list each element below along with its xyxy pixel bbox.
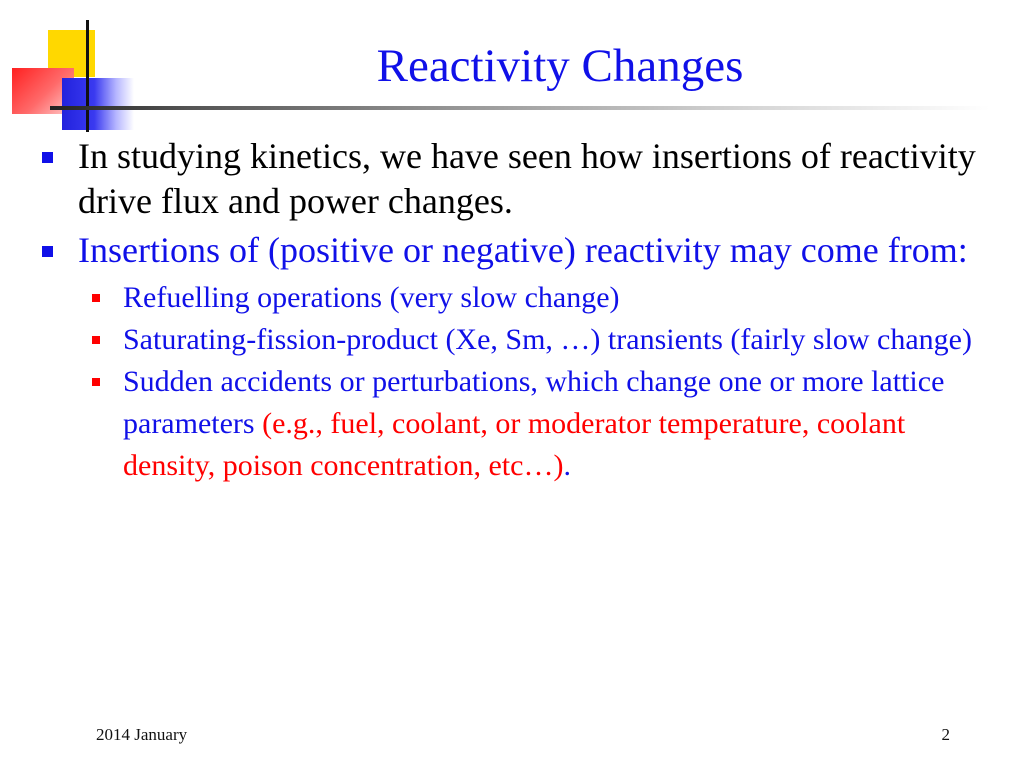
bullet-text: In studying kinetics, we have seen how insertions of reactivity drive flux and power changes. [78, 136, 976, 221]
slide-content [40, 134, 990, 487]
sub-bullet-text: Sudden accidents or perturbations, which change one or more lattice parameters [123, 365, 945, 440]
sub-bullet-suffix: . [563, 449, 571, 482]
slide-page-number: 2 [941, 725, 950, 744]
bullet-item [40, 228, 990, 273]
square-bullet-icon [42, 246, 53, 257]
sub-bullet-item [40, 319, 990, 361]
vertical-rule-decoration [86, 20, 89, 132]
square-bullet-icon [92, 336, 100, 344]
square-bullet-icon [42, 152, 53, 163]
slide-title: Reactivity Changes [376, 40, 744, 92]
sub-bullet-item [40, 361, 990, 487]
bullet-item [40, 134, 990, 224]
sub-bullet-text: Saturating-fission-product (Xe, Sm, …) transients (fairly slow change) [123, 323, 972, 356]
bullet-text: Insertions of (positive or negative) reactivity may come from: [78, 230, 968, 270]
square-bullet-icon [92, 378, 100, 386]
blue-square-decoration [62, 78, 134, 130]
sub-bullet-item [40, 277, 990, 319]
title-underline-rule [50, 106, 990, 110]
square-bullet-icon [92, 294, 100, 302]
sub-bullet-text: Refuelling operations (very slow change) [123, 281, 620, 314]
footer-date: 2014 January [96, 725, 188, 744]
highlighted-examples-text: (e.g., fuel, coolant, or moderator temperature, coolant density, poison concentration, etc…) [123, 407, 906, 482]
